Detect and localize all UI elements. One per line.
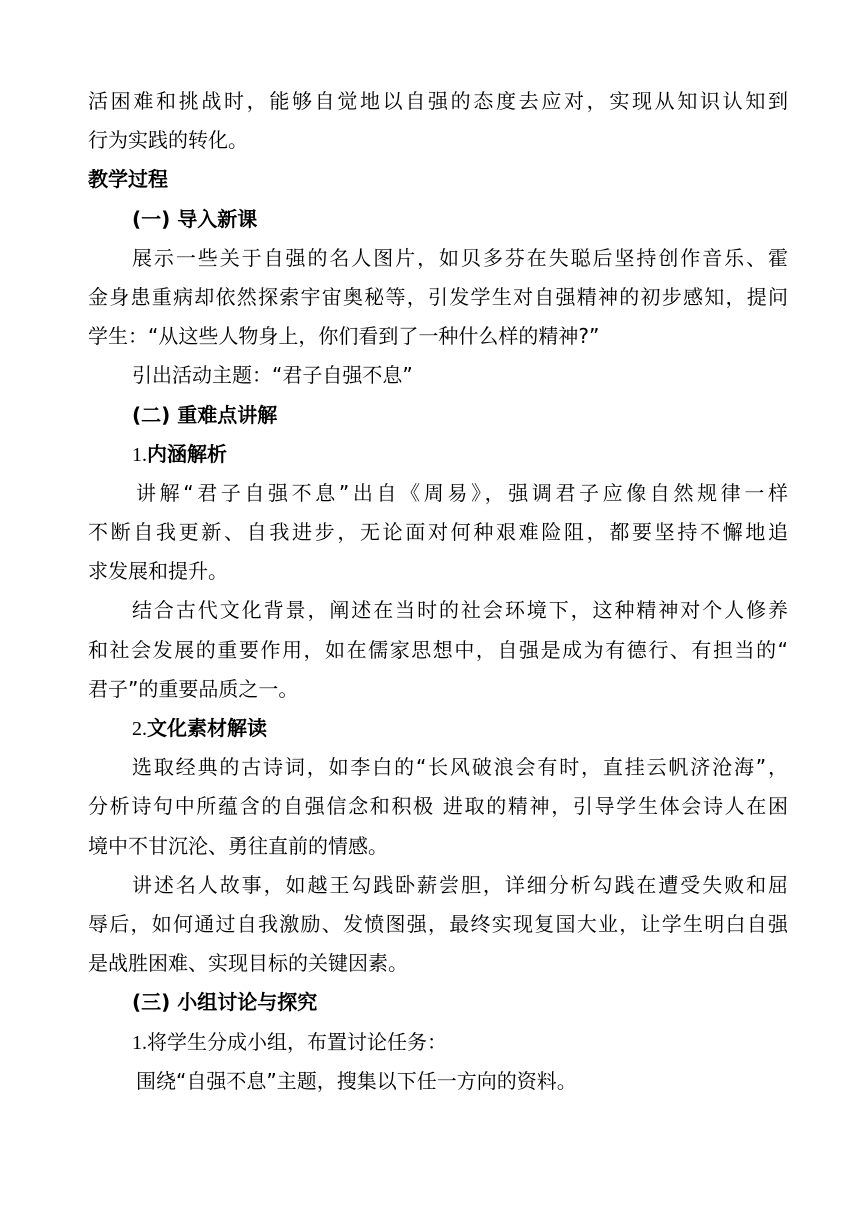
item-number: 1. <box>132 1031 147 1054</box>
item-heading <box>88 435 788 474</box>
body-text-line: 金身患重病却依然探索宇宙奥秘等，引发学生对自强精神的初步感知，提问 <box>88 284 788 309</box>
list-item-text: 将学生分成小组，布置讨论任务： <box>147 1029 447 1054</box>
body-text-line: 分析诗句中所蕴含的自强信念和积极 进取的精神，引导学生体会诗人在困 <box>88 794 788 819</box>
body-text-line: 围绕“自强不息”主题，搜集以下任一方向的资料。 <box>136 1068 577 1093</box>
document-page <box>88 82 788 1101</box>
body-text-line: 活困难和挑战时，能够自觉地以自强的态度去应对，实现从知识认知到 <box>88 89 788 113</box>
body-text-line: 展示一些关于自强的名人图片，如贝多芬在失聪后坚持创作音乐、霍 <box>132 245 788 270</box>
item-heading <box>88 709 788 748</box>
body-text-line: 讲述名人故事，如越王勾践卧薪尝胆，详细分析勾践在遭受失败和屈 <box>132 872 788 897</box>
body-text-line: 辱后，如何通过自我激励、发愤图强，最终实现复国大业，让学生明白自强 <box>88 911 788 936</box>
item-title: 文化素材解读 <box>147 716 267 740</box>
body-text-line: 不断自我更新、自我进步，无论面对何种艰难险阻，都要坚持不懈地追 <box>88 520 788 545</box>
body-text-line: 引出活动主题：“君子自强不息” <box>132 363 413 388</box>
body-text-line: 讲解“君子自强不息”出自《周易》，强调君子应像自然规律一样 <box>136 480 788 505</box>
body-text-line: 学生：“从这些人物身上，你们看到了一种什么样的精神?” <box>88 324 600 349</box>
section-heading: 教学过程 <box>88 167 168 192</box>
subsection-heading: (一) 导入新课 <box>132 206 258 231</box>
body-text-line: 和社会发展的重要作用，如在儒家思想中，自强是成为有德行、有担当的“ <box>88 637 788 662</box>
list-item <box>88 1023 788 1062</box>
body-text-line: 选取经典的古诗词，如李白的“长风破浪会有时，直挂云帆济沧海”， <box>132 755 788 780</box>
item-number: 1. <box>132 443 147 466</box>
body-text-line: 求发展和提升。 <box>88 559 228 584</box>
item-number: 2. <box>132 718 147 740</box>
body-text-line: 君子”的重要品质之一。 <box>88 676 299 701</box>
item-title: 内涵解析 <box>147 441 227 466</box>
body-text-line: 行为实践的转化。 <box>88 128 248 153</box>
body-text-line: 境中不甘沉沦、勇往直前的情感。 <box>88 833 388 858</box>
body-text-line: 结合古代文化背景，阐述在当时的社会环境下，这种精神对个人修养 <box>132 598 788 623</box>
body-text-line: 是战胜困难、实现目标的关键因素。 <box>88 951 408 976</box>
subsection-heading: (三) 小组讨论与探究 <box>132 990 318 1015</box>
subsection-heading: (二) 重难点讲解 <box>132 402 278 427</box>
